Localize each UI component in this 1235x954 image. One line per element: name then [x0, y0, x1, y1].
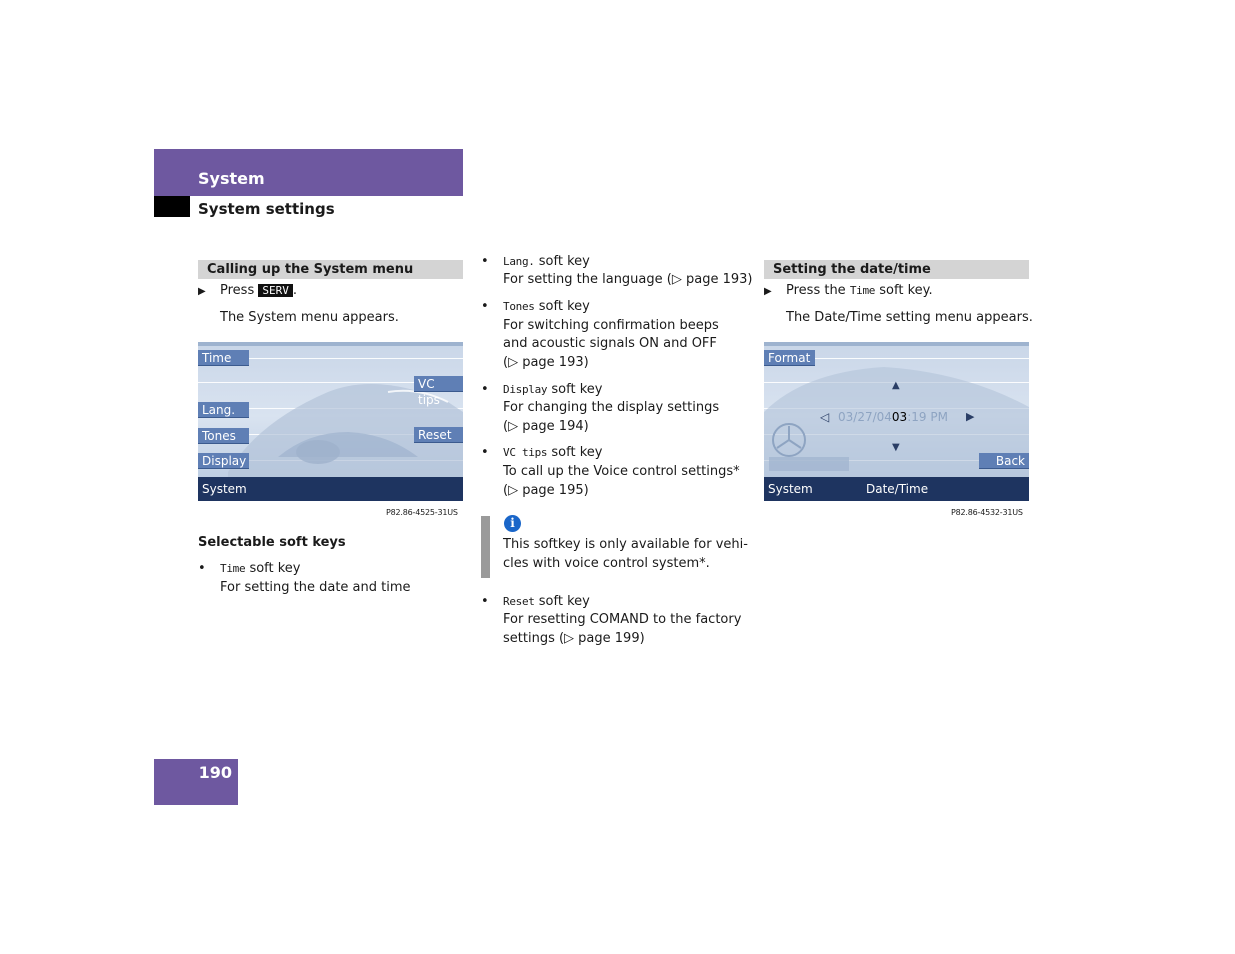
arrow-up-icon[interactable]: ▲ — [892, 380, 900, 391]
bullet-reset — [481, 593, 590, 611]
footer-system-label: System — [202, 482, 247, 496]
time-key-label: Time — [220, 562, 246, 575]
press-the-prefix: Press the — [786, 283, 846, 298]
lang-desc-1: For setting the language (▷ page 193) — [503, 272, 753, 287]
header-marker — [154, 196, 190, 217]
bullet-icon: • — [481, 594, 489, 609]
bullet-icon: • — [481, 299, 489, 314]
press-the-suffix: soft key. — [879, 283, 933, 298]
tones-desc-3: (▷ page 193) — [503, 355, 589, 370]
ampm-value: PM — [930, 410, 948, 424]
system-menu-screen — [198, 342, 463, 501]
bullet-vc-tips — [481, 444, 602, 462]
time-key-inline: Time — [849, 284, 876, 297]
tones-key-suffix: soft key — [538, 299, 590, 314]
arrow-right-icon[interactable]: ▶ — [966, 410, 975, 423]
tones-key-label: Tones — [503, 300, 535, 313]
vc-tips-key-label: VC tips — [503, 446, 548, 459]
softkey-format[interactable]: Format — [764, 350, 815, 366]
screen-footer — [198, 477, 463, 501]
bullet-icon: • — [481, 254, 489, 269]
display-key-label: Display — [503, 383, 548, 396]
minute-value: :19 — [907, 410, 927, 424]
info-note-line-1: This softkey is only available for vehi- — [503, 537, 748, 552]
page-number: 190 — [198, 763, 232, 782]
arrow-down-icon[interactable]: ▼ — [892, 442, 900, 453]
bullet-time — [198, 560, 301, 578]
reset-key-label: Reset — [503, 595, 535, 608]
screen-top-strip — [198, 342, 463, 346]
tones-desc-2: and acoustic signals ON and OFF — [503, 336, 717, 351]
section-heading-date-time: Setting the date/time — [764, 260, 1029, 279]
bullet-display — [481, 381, 602, 399]
bullet-icon: • — [481, 445, 489, 460]
vc-tips-desc-2: (▷ page 195) — [503, 483, 589, 498]
info-icon: i — [504, 515, 521, 532]
reset-desc-1: For resetting COMAND to the factory — [503, 612, 742, 627]
step-arrow-icon: ▶ — [764, 286, 772, 297]
date-time-menu-appears: The Date/Time setting menu appears. — [786, 310, 1033, 325]
date-time-value — [838, 410, 948, 424]
info-note-line-2: cles with voice control system*. — [503, 556, 710, 571]
hour-value[interactable]: 03 — [891, 410, 908, 424]
screen-top-strip — [764, 342, 1029, 346]
lang-key-label: Lang. — [503, 255, 535, 268]
figure-caption: P82.86-4532-31US — [951, 508, 1023, 517]
lang-key-suffix: soft key — [538, 254, 590, 269]
press-suffix: . — [292, 283, 297, 298]
time-key-description: For setting the date and time — [220, 580, 411, 595]
section-subtitle: System settings — [198, 200, 335, 218]
selectable-soft-keys-heading: Selectable soft keys — [198, 535, 346, 550]
press-serv-step — [198, 282, 297, 301]
system-menu-appears: The System menu appears. — [220, 310, 399, 325]
bullet-icon: • — [481, 382, 489, 397]
display-desc-1: For changing the display settings — [503, 400, 720, 415]
tones-desc-1: For switching confirmation beeps — [503, 318, 719, 333]
reset-desc-2: settings (▷ page 199) — [503, 631, 645, 646]
softkey-time[interactable]: Time — [198, 350, 249, 366]
serv-key-badge: SERV — [258, 284, 293, 297]
bullet-icon: • — [198, 561, 206, 576]
arrow-left-icon[interactable]: ◁ — [820, 410, 830, 424]
footer-system-label: System — [768, 482, 813, 496]
time-key-suffix: soft key — [249, 561, 301, 576]
reset-key-suffix: soft key — [538, 594, 590, 609]
softkey-tones[interactable]: Tones — [198, 428, 249, 444]
press-time-step — [764, 282, 933, 301]
display-key-suffix: soft key — [551, 382, 603, 397]
info-note-bar — [481, 516, 490, 578]
press-prefix: Press — [220, 283, 255, 298]
screen-footer — [764, 477, 1029, 501]
date-value: 03/27/04 — [838, 410, 892, 424]
softkey-reset[interactable]: Reset — [414, 427, 463, 443]
date-time-screen — [764, 342, 1029, 501]
vc-tips-desc-1: To call up the Voice control settings* — [503, 464, 740, 479]
footer-date-time-label: Date/Time — [866, 482, 929, 496]
step-arrow-icon: ▶ — [198, 286, 206, 297]
vc-tips-key-suffix: soft key — [551, 445, 603, 460]
chapter-title: System — [198, 169, 265, 188]
softkey-vc-tips[interactable]: VC tips — [414, 376, 463, 392]
bullet-tones — [481, 298, 590, 316]
softkey-display[interactable]: Display — [198, 453, 249, 469]
bullet-lang — [481, 253, 590, 271]
figure-caption: P82.86-4525-31US — [386, 508, 458, 517]
softkey-lang[interactable]: Lang. — [198, 402, 249, 418]
display-desc-2: (▷ page 194) — [503, 419, 589, 434]
section-heading-system-menu: Calling up the System menu — [198, 260, 463, 279]
softkey-back[interactable]: Back — [979, 453, 1029, 469]
